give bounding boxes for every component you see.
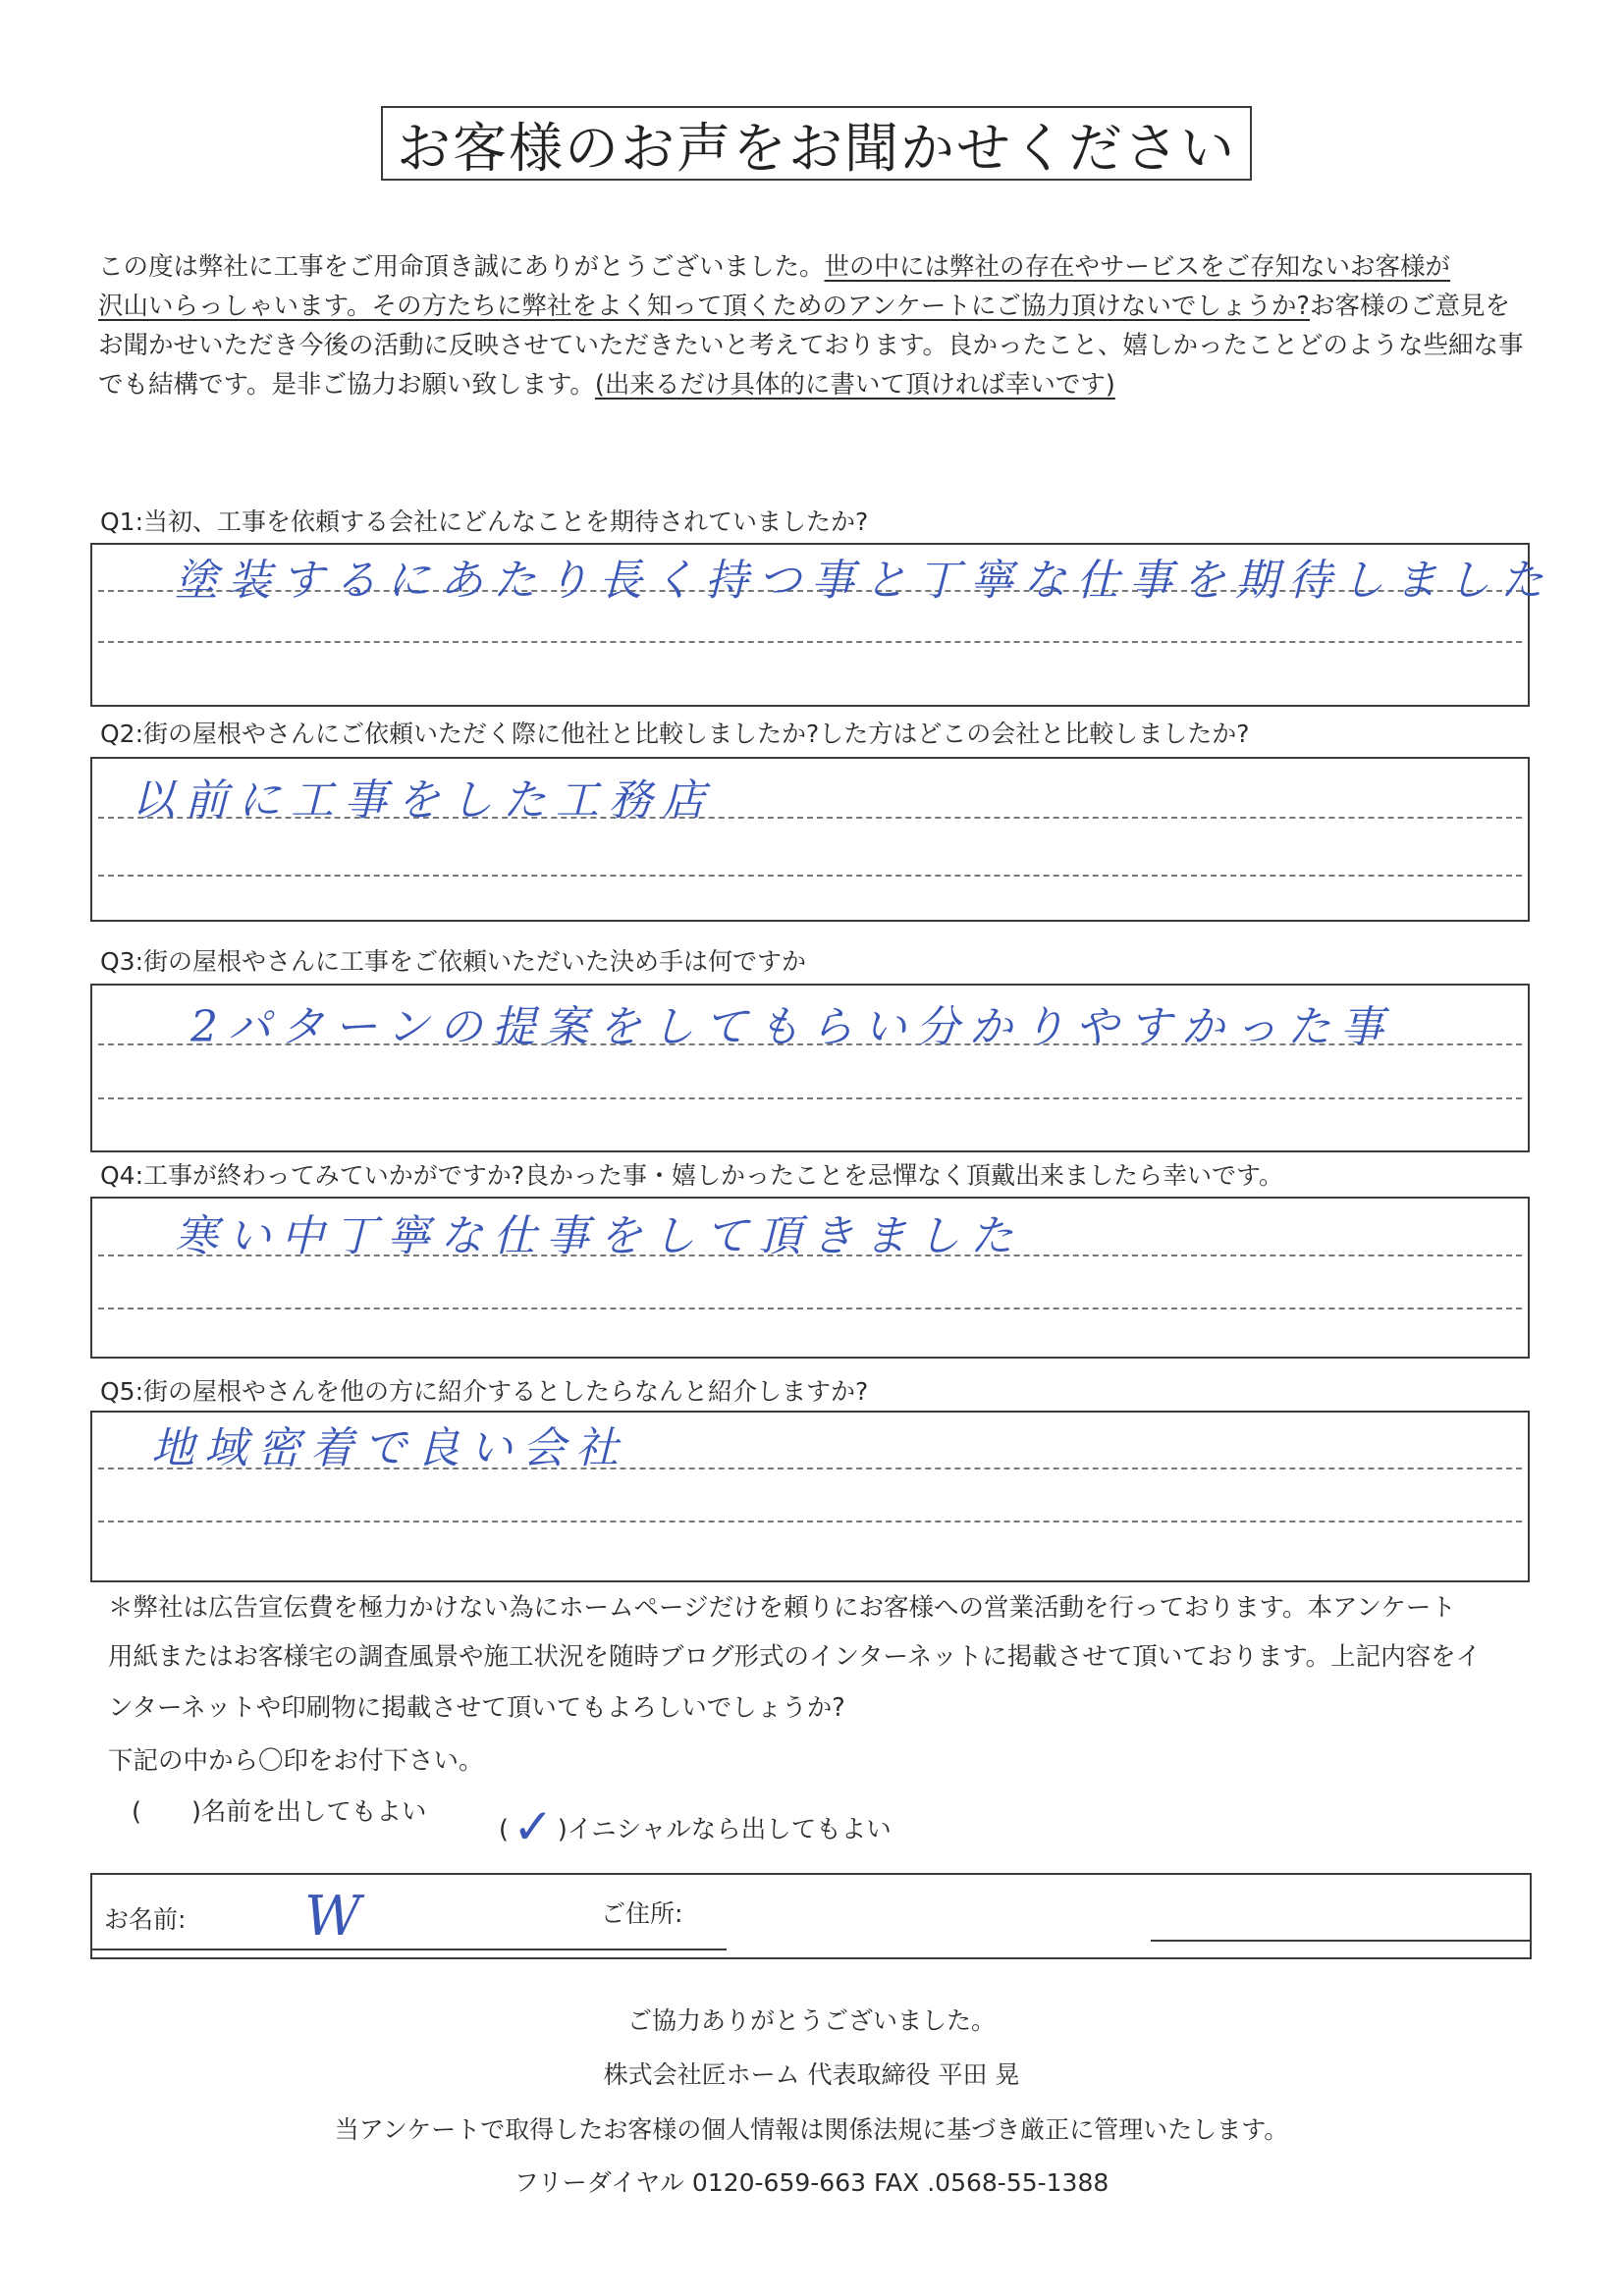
notice-line: ンターネットや印刷物に掲載させて頂いてもよろしいでしょうか? bbox=[108, 1693, 845, 1723]
answer-line bbox=[98, 1521, 1522, 1522]
option-label: )イニシャルなら出してもよい bbox=[557, 1815, 892, 1844]
intro-underlined-text: (出来るだけ具体的に書いて頂ければ幸いです) bbox=[594, 370, 1115, 400]
address-label: ご住所: bbox=[601, 1899, 683, 1928]
intro-text: お客様のご意見を bbox=[1309, 292, 1510, 321]
footer-privacy: 当アンケートで取得したお客様の個人情報は関係法規に基づき厳正に管理いたします。 bbox=[334, 2115, 1289, 2144]
answer-1-handwriting: 塗装するにあたり長く持つ事と丁寧な仕事を期待しました bbox=[175, 556, 1553, 606]
notice-line: ＊弊社は広告宣伝費を極力かけない為にホームページだけを頼りにお客様への営業活動を行っております。本アンケート bbox=[108, 1593, 1456, 1623]
name-value[interactable]: W bbox=[304, 1885, 361, 1949]
option-paren: ( bbox=[499, 1815, 509, 1844]
intro-underlined-text: 沢山いらっしゃいます。その方たちに弊社をよく知って頂くためのアンケートにご協力頂けないでしょうか? bbox=[98, 292, 1310, 321]
notice-line: 用紙またはお客様宅の調査風景や施工状況を随時ブログ形式のインターネットに掲載させて頂いております。上記内容をイ bbox=[108, 1642, 1482, 1672]
answer-box-2[interactable] bbox=[90, 757, 1530, 922]
intro-text: お聞かせいただき今後の活動に反映させていただきたいと考えております。良かったこと、嬉しかったことどのような些細な事 bbox=[98, 331, 1524, 360]
notice-line: 下記の中から〇印をお付下さい。 bbox=[108, 1746, 484, 1776]
intro-text: でも結構です。是非ご協力お願い致します。 bbox=[98, 370, 595, 400]
answer-box-3[interactable] bbox=[90, 984, 1530, 1152]
question-5-label: Q5:街の屋根やさんを他の方に紹介するとしたらなんと紹介しますか? bbox=[100, 1377, 869, 1406]
question-4-label: Q4:工事が終わってみていかがですか?良かった事・嬉しかったことを忌憚なく頂戴出来ましたら幸いです。 bbox=[100, 1161, 1284, 1190]
name-label: お名前: bbox=[104, 1905, 187, 1934]
question-3-label: Q3:街の屋根やさんに工事をご依頼いただいた決め手は何ですか bbox=[100, 947, 807, 976]
answer-box-1[interactable] bbox=[90, 543, 1553, 707]
footer-thanks: ご協力ありがとうございました。 bbox=[626, 2006, 996, 2035]
question-1-label: Q1:当初、工事を依頼する会社にどんなことを期待されていましたか? bbox=[100, 507, 869, 536]
name-underline bbox=[90, 1949, 727, 1950]
answer-2-handwriting: 以前に工事をした工務店 bbox=[132, 775, 715, 826]
footer-contact: フリーダイヤル 0120-659-663 FAX .0568-55-1388 bbox=[514, 2168, 1109, 2197]
answer-5-handwriting: 地域密着で良い会社 bbox=[151, 1423, 628, 1473]
answer-line bbox=[98, 875, 1522, 877]
answer-line bbox=[98, 1308, 1522, 1309]
option-name-ok[interactable]: ( )名前を出してもよい bbox=[132, 1797, 427, 1827]
check-icon: ✓ bbox=[512, 1798, 554, 1855]
intro-underlined-text: 世の中には弊社の存在やサービスをご存知ないお客様が bbox=[824, 252, 1451, 282]
intro-paragraph bbox=[98, 247, 1532, 404]
answer-line bbox=[98, 641, 1522, 643]
answer-4-handwriting: 寒い中丁寧な仕事をして頂きました bbox=[175, 1211, 1023, 1261]
option-initials-ok[interactable] bbox=[499, 1792, 892, 1855]
answer-line bbox=[98, 1097, 1522, 1099]
answer-box-5[interactable] bbox=[90, 1411, 1530, 1582]
answer-box-4[interactable] bbox=[90, 1197, 1530, 1359]
question-2-label: Q2:街の屋根やさんにご依頼いただく際に他社と比較しましたか?した方はどこの会社と比較しましたか? bbox=[100, 720, 1250, 748]
footer-company: 株式会社匠ホーム 代表取締役 平田 晃 bbox=[603, 2060, 1020, 2089]
intro-text: この度は弊社に工事をご用命頂き誠にありがとうございました。 bbox=[98, 252, 825, 282]
address-underline bbox=[1151, 1940, 1530, 1942]
page-title: お客様のお声をお聞かせください bbox=[381, 106, 1252, 181]
answer-3-handwriting: 2パターンの提案をしてもらい分かりやすかった事 bbox=[190, 1002, 1394, 1052]
